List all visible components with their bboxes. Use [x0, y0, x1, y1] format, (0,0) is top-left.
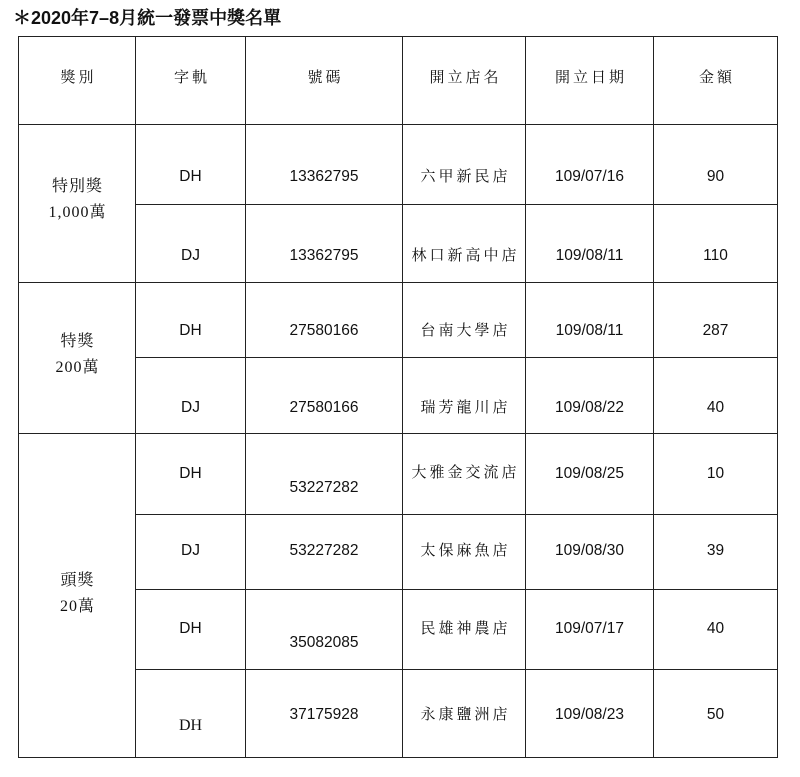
amount-cell: 110 [654, 205, 778, 283]
winners-table [18, 36, 778, 758]
header-amount: 金額 [654, 37, 778, 125]
number-cell: 27580166 [246, 283, 403, 358]
number-cell: 35082085 [246, 590, 403, 670]
table-row [19, 125, 778, 205]
amount-cell: 40 [654, 358, 778, 434]
page-title: ＊2020年7–8月統一發票中獎名單 [13, 8, 282, 28]
number-cell: 27580166 [246, 358, 403, 434]
store-cell: 瑞芳龍川店 [403, 358, 526, 434]
number-cell: 13362795 [246, 205, 403, 283]
store-cell: 太保麻魚店 [403, 515, 526, 590]
date-cell: 109/08/11 [526, 205, 654, 283]
prize-cell-first [19, 434, 136, 758]
prize-cell-grand [19, 283, 136, 434]
header-date: 開立日期 [526, 37, 654, 125]
table-row [19, 434, 778, 515]
store-cell: 林口新高中店 [403, 205, 526, 283]
store-cell: 六甲新民店 [403, 125, 526, 205]
date-cell: 109/08/22 [526, 358, 654, 434]
track-cell: DH [136, 434, 246, 515]
prize-name: 特獎 [60, 333, 95, 350]
date-cell: 109/08/30 [526, 515, 654, 590]
header-store: 開立店名 [403, 37, 526, 125]
store-cell: 民雄神農店 [403, 590, 526, 670]
header-prize: 獎別 [19, 37, 136, 125]
track-cell: DH [136, 283, 246, 358]
prize-amount: 20萬 [59, 598, 95, 615]
track-cell: DH [136, 125, 246, 205]
date-cell: 109/08/11 [526, 283, 654, 358]
table-row [19, 283, 778, 358]
number-cell: 37175928 [246, 670, 403, 758]
date-cell: 109/08/25 [526, 434, 654, 515]
amount-cell: 39 [654, 515, 778, 590]
number-cell: 53227282 [246, 515, 403, 590]
date-cell: 109/07/17 [526, 590, 654, 670]
number-cell: 53227282 [246, 434, 403, 515]
amount-cell: 287 [654, 283, 778, 358]
track-cell: DJ [136, 205, 246, 283]
date-cell: 109/08/23 [526, 670, 654, 758]
header-row [19, 37, 778, 125]
track-cell: DJ [136, 358, 246, 434]
amount-cell: 40 [654, 590, 778, 670]
prize-name: 特別獎 [51, 178, 103, 195]
track-cell: DH [136, 670, 246, 758]
prize-amount: 200萬 [55, 359, 100, 376]
prize-name: 頭獎 [60, 572, 95, 589]
number-cell: 13362795 [246, 125, 403, 205]
amount-cell: 90 [654, 125, 778, 205]
header-track: 字軌 [136, 37, 246, 125]
amount-cell: 10 [654, 434, 778, 515]
prize-amount: 1,000萬 [48, 204, 107, 221]
header-number: 號碼 [246, 37, 403, 125]
store-cell: 台南大學店 [403, 283, 526, 358]
prize-cell-special [19, 125, 136, 283]
track-cell: DJ [136, 515, 246, 590]
track-cell: DH [136, 590, 246, 670]
store-cell: 大雅金交流店 [403, 434, 526, 515]
store-cell: 永康鹽洲店 [403, 670, 526, 758]
date-cell: 109/07/16 [526, 125, 654, 205]
amount-cell: 50 [654, 670, 778, 758]
